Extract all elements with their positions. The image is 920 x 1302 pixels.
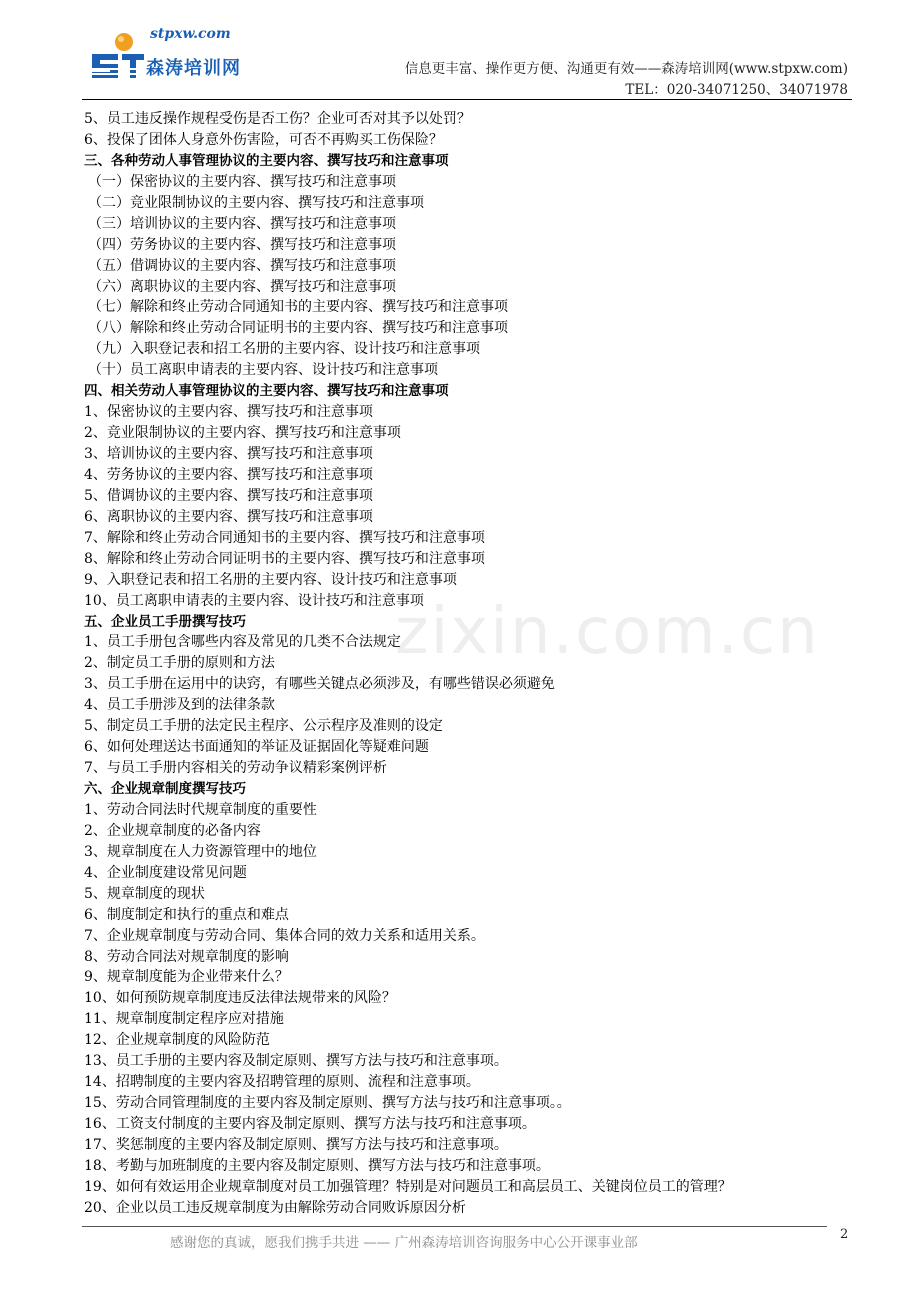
list-item: 5、员工违反操作规程受伤是否工伤？企业可否对其予以处罚？ bbox=[84, 111, 471, 127]
list-item: 2、制定员工手册的原则和方法 bbox=[84, 655, 275, 672]
list-item: 5、制定员工手册的法定民主程序、公示程序及准则的设定 bbox=[84, 718, 443, 735]
list-item: 6、制度制定和执行的重点和难点 bbox=[84, 906, 289, 923]
sub-item: （二）竞业限制协议的主要内容、撰写技巧和注意事项 bbox=[88, 194, 424, 211]
list-item: 1、保密协议的主要内容、撰写技巧和注意事项 bbox=[84, 404, 373, 421]
list-item: 4、员工手册涉及到的法律条款 bbox=[84, 697, 275, 714]
list-item: 16、工资支付制度的主要内容及制定原则、撰写方法与技巧和注意事项。 bbox=[84, 1116, 536, 1132]
list-item: 6、离职协议的主要内容、撰写技巧和注意事项 bbox=[84, 508, 373, 525]
list-item: 10、如何预防规章制度违反法律法规带来的风险？ bbox=[84, 990, 396, 1007]
list-item: 2、企业规章制度的必备内容 bbox=[84, 822, 261, 839]
sub-item: （三）培训协议的主要内容、撰写技巧和注意事项 bbox=[88, 215, 396, 232]
list-item: 2、竞业限制协议的主要内容、撰写技巧和注意事项 bbox=[84, 425, 401, 442]
section-heading: 五、企业员工手册撰写技巧 bbox=[84, 613, 246, 630]
list-item: 6、如何处理送达书面通知的举证及证据固化等疑难问题 bbox=[84, 739, 429, 756]
list-item: 20、企业以员工违反规章制度为由解除劳动合同败诉原因分析 bbox=[84, 1199, 466, 1216]
list-item: 13、员工手册的主要内容及制定原则、撰写方法与技巧和注意事项。 bbox=[84, 1053, 508, 1070]
list-item: 1、劳动合同法时代规章制度的重要性 bbox=[84, 801, 317, 818]
list-item: 10、员工离职申请表的主要内容、设计技巧和注意事项 bbox=[84, 592, 424, 609]
sub-item: （十）员工离职申请表的主要内容、设计技巧和注意事项 bbox=[88, 362, 438, 379]
list-item: 17、奖惩制度的主要内容及制定原则、撰写方法与技巧和注意事项。 bbox=[84, 1136, 508, 1153]
stpxw-logo bbox=[88, 26, 258, 86]
list-item: 9、入职登记表和招工名册的主要内容、设计技巧和注意事项 bbox=[84, 571, 457, 588]
watermark: zixin.com.cn bbox=[395, 595, 820, 669]
list-item: 3、员工手册在运用中的诀窍，有哪些关键点必须涉及，有哪些错误必须避免 bbox=[84, 676, 555, 693]
logo-url: stpxw.com bbox=[150, 26, 231, 42]
list-item: 8、劳动合同法对规章制度的影响 bbox=[84, 948, 289, 965]
list-item: 7、企业规章制度与劳动合同、集体合同的效力关系和适用关系。 bbox=[84, 927, 485, 944]
list-item: 1、员工手册包含哪些内容及常见的几类不合法规定 bbox=[84, 634, 401, 651]
list-item: 19、如何有效运用企业规章制度对员工加强管理？特别是对问题员工和高层员工、关键岗位员工的管理？ bbox=[84, 1178, 732, 1195]
list-item: 15、劳动合同管理制度的主要内容及制定原则、撰写方法与技巧和注意事项。。 bbox=[84, 1095, 571, 1112]
list-item: 5、借调协议的主要内容、撰写技巧和注意事项 bbox=[84, 487, 373, 504]
list-item: 14、招聘制度的主要内容及招聘管理的原则、流程和注意事项。 bbox=[84, 1074, 480, 1091]
sub-item: （九）入职登记表和招工名册的主要内容、设计技巧和注意事项 bbox=[88, 341, 480, 358]
list-item: 3、培训协议的主要内容、撰写技巧和注意事项 bbox=[84, 446, 373, 462]
page-number: 2 bbox=[840, 1227, 849, 1242]
header-divider bbox=[82, 99, 852, 100]
logo-mark-icon bbox=[88, 32, 148, 84]
list-item: 3、规章制度在人力资源管理中的地位 bbox=[84, 843, 317, 860]
logo-name: 森涛培训网 bbox=[146, 58, 241, 79]
list-item: 7、解除和终止劳动合同通知书的主要内容、撰写技巧和注意事项 bbox=[84, 529, 485, 546]
sub-item: （六）离职协议的主要内容、撰写技巧和注意事项 bbox=[88, 278, 396, 295]
header-slogan: 信息更丰富、操作更方便、沟通更有效——森涛培训网(www.stpxw.com) bbox=[404, 61, 848, 77]
list-item: 12、企业规章制度的风险防范 bbox=[84, 1032, 270, 1049]
footer-text: 感谢您的真诚，愿我们携手共进 —— 广州森涛培训咨询服务中心公开课事业部 bbox=[170, 1235, 638, 1251]
list-item: 4、劳务协议的主要内容、撰写技巧和注意事项 bbox=[84, 466, 373, 483]
sub-item: （四）劳务协议的主要内容、撰写技巧和注意事项 bbox=[88, 236, 396, 253]
list-item: 8、解除和终止劳动合同证明书的主要内容、撰写技巧和注意事项 bbox=[84, 550, 485, 567]
page-header bbox=[0, 0, 920, 105]
list-item: 18、考勤与加班制度的主要内容及制定原则、撰写方法与技巧和注意事项。 bbox=[84, 1157, 550, 1174]
list-item: 4、企业制度建设常见问题 bbox=[84, 864, 247, 881]
list-item: 9、规章制度能为企业带来什么？ bbox=[84, 969, 289, 986]
list-item: 11、规章制度制定程序应对措施 bbox=[84, 1011, 284, 1028]
sub-item: （五）借调协议的主要内容、撰写技巧和注意事项 bbox=[88, 257, 396, 274]
sub-item: （八）解除和终止劳动合同证明书的主要内容、撰写技巧和注意事项 bbox=[88, 320, 508, 337]
list-item: 7、与员工手册内容相关的劳动争议精彩案例评析 bbox=[84, 760, 387, 777]
list-item: 5、规章制度的现状 bbox=[84, 885, 205, 902]
list-item: 6、投保了团体人身意外伤害险，可否不再购买工伤保险？ bbox=[84, 131, 443, 148]
sub-item: （七）解除和终止劳动合同通知书的主要内容、撰写技巧和注意事项 bbox=[88, 299, 508, 316]
section-heading: 四、相关劳动人事管理协议的主要内容、撰写技巧和注意事项 bbox=[84, 383, 449, 400]
section-heading: 六、企业规章制度撰写技巧 bbox=[84, 781, 246, 797]
section-heading: 三、各种劳动人事管理协议的主要内容、撰写技巧和注意事项 bbox=[84, 152, 449, 169]
footer-divider bbox=[82, 1226, 827, 1227]
sub-item: （一）保密协议的主要内容、撰写技巧和注意事项 bbox=[88, 173, 396, 190]
header-tel: TEL：020-34071250、34071978 bbox=[625, 82, 848, 98]
document-body bbox=[84, 109, 844, 1219]
